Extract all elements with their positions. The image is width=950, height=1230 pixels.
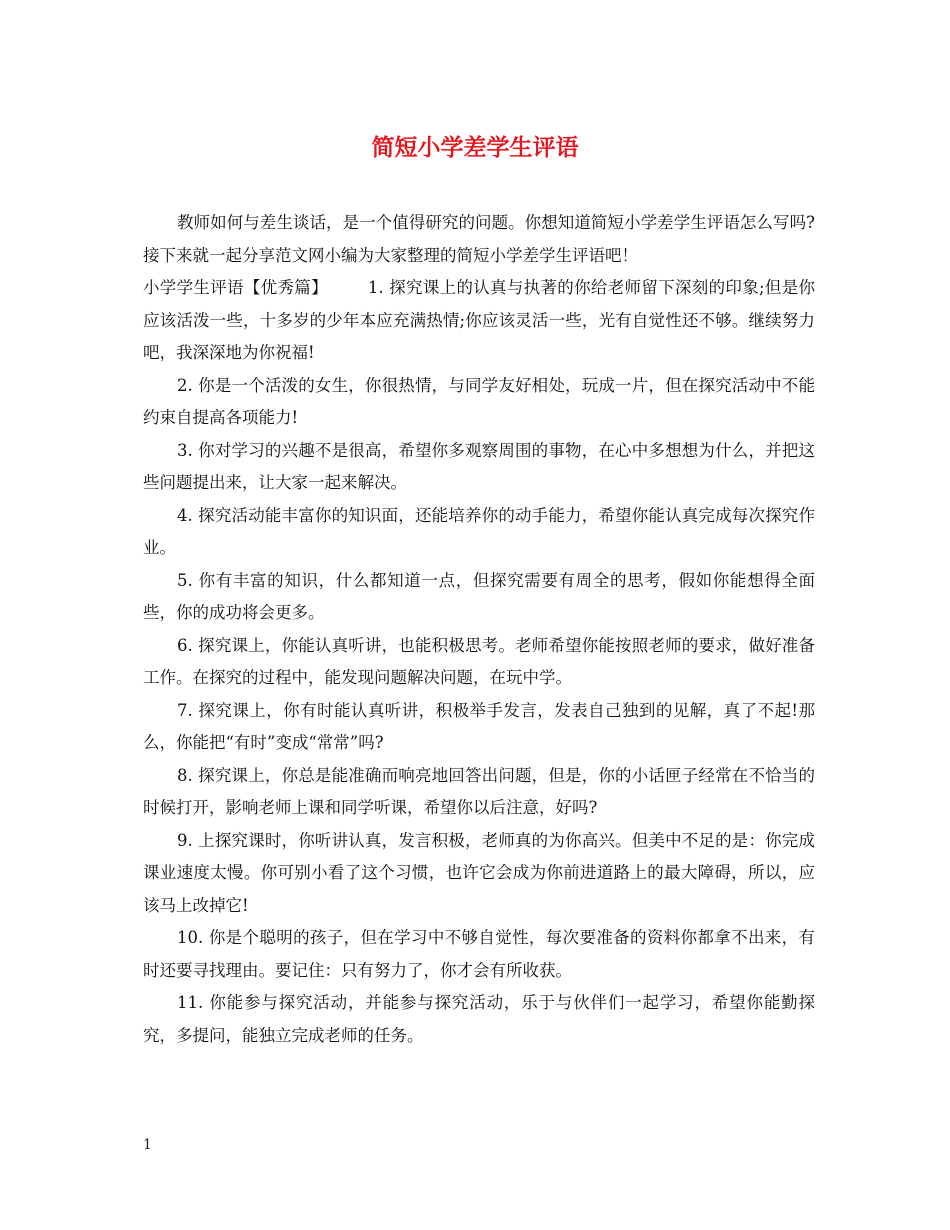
section-heading: 小学学生评语【优秀篇】 — [143, 278, 328, 297]
document-body — [143, 207, 815, 1052]
comment-item-10: 10. 你是个聪明的孩子，但在学习中不够自觉性，每次要准备的资料你都拿不出来，有时还要寻找理由。要记住：只有努力了，你才会有所收获。 — [143, 928, 815, 980]
intro-paragraph: 教师如何与差生谈话，是一个值得研究的问题。你想知道简短小学差学生评语怎么写吗?接下来就一起分享范文网小编为大家整理的简短小学差学生评语吧！ — [143, 213, 815, 265]
comment-item-7: 7. 探究课上，你有时能认真听讲，积极举手发言，发表自己独到的见解，真了不起!那么，你能把“有时”变成“常常”吗? — [143, 700, 815, 752]
comment-item-4: 4. 探究活动能丰富你的知识面，还能培养你的动手能力，希望你能认真完成每次探究作业。 — [143, 505, 815, 557]
comment-item-9: 9. 上探究课时，你听讲认真，发言积极，老师真的为你高兴。但美中不足的是：你完成课业速度太慢。你可别小看了这个习惯，也许它会成为你前进道路上的最大障碍，所以，应该马上改掉它! — [143, 830, 815, 915]
comment-item-11: 11. 你能参与探究活动，并能参与探究活动，乐于与伙伴们一起学习，希望你能勤探究，多提问，能独立完成老师的任务。 — [143, 993, 815, 1045]
comment-item-5: 5. 你有丰富的知识，什么都知道一点，但探究需要有周全的思考，假如你能想得全面些，你的成功将会更多。 — [143, 570, 815, 622]
comment-item-1: 1. 探究课上的认真与执著的你给老师留下深刻的印象;但是你应该活泼一些，十多岁的少年本应充满热情;你应该灵活一些，光有自觉性还不够。继续努力吧，我深深地为你祝福! — [143, 278, 816, 362]
section-first-paragraph — [143, 272, 815, 370]
page-number: 1 — [143, 1137, 152, 1153]
document-title: 简短小学差学生评语 — [371, 135, 579, 161]
comment-item-8: 8. 探究课上，你总是能准确而响亮地回答出问题，但是，你的小话匣子经常在不恰当的时候打开，影响老师上课和同学听课，希望你以后注意，好吗? — [143, 765, 815, 817]
comment-item-3: 3. 你对学习的兴趣不是很高，希望你多观察周围的事物，在心中多想想为什么，并把这些问题提出来，让大家一起来解决。 — [143, 440, 815, 492]
comment-item-6: 6. 探究课上，你能认真听讲，也能积极思考。老师希望你能按照老师的要求，做好准备工作。在探究的过程中，能发现问题解决问题，在玩中学。 — [143, 635, 815, 687]
comment-item-2: 2. 你是一个活泼的女生，你很热情，与同学友好相处，玩成一片，但在探究活动中不能约束自提高各项能力! — [143, 375, 815, 427]
